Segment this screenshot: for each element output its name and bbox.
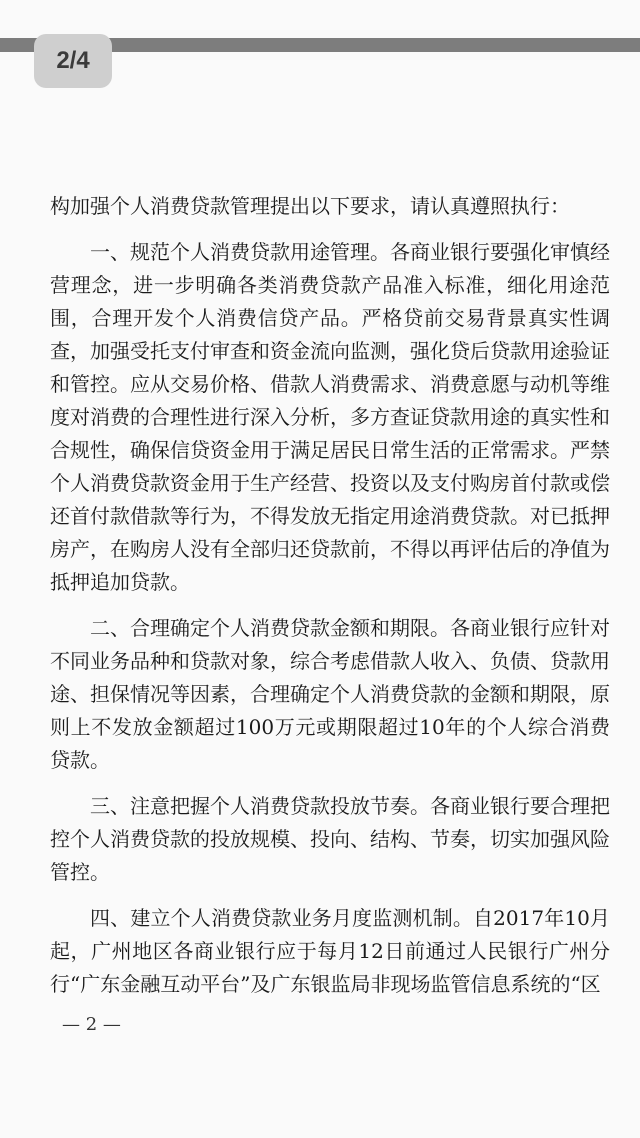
paragraph-section-4: 四、建立个人消费贷款业务月度监测机制。自2017年10月起，广州地区各商业银行应于每月12日前通过人民银行广州分行“广东金融互动平台”及广东银监局非现场监管信息系统的“区 [50, 906, 610, 996]
paragraph-section-2: 二、合理确定个人消费贷款金额和期限。各商业银行应针对不同业务品种和贷款对象，综合考虑借款人收入、负债、贷款用途、担保情况等因素，合理确定个人消费贷款的金额和期限，原则上不发放金额超过100万元或期限超过10年的个人综合消费贷款。 [50, 616, 610, 772]
paragraph-intro: 构加强个人消费贷款管理提出以下要求，请认真遵照执行： [50, 194, 570, 218]
paragraph-section-3: 三、注意把握个人消费贷款投放节奏。各商业银行要合理把控个人消费贷款的投放规模、投向、结构、节奏，切实加强风险管控。 [50, 794, 610, 884]
paragraph-section-1: 一、规范个人消费贷款用途管理。各商业银行要强化审慎经营理念，进一步明确各类消费贷款产品准入标准，细化用途范围，合理开发个人消费信贷产品。严格贷前交易背景真实性调查，加强受托支付审查和资金流向监测，强化贷后贷款用途验证和管控。应从交易价格、借款人消费需求、消费意愿与动机等维度对消费的合理性进行深入分析，多方查证贷款用途的真实性和合规性，确保信贷资金用于满足居民日常生活的正常需求。严禁个人消费贷款资金用于生产经营、投资以及支付购房首付款或偿还首付款借款等行为，不得发放无指定用途消费贷款。对已抵押房产，在购房人没有全部归还贷款前，不得以再评估后的净值为抵押追加贷款。 [50, 240, 610, 594]
page-indicator-badge: 2/4 [34, 34, 112, 88]
page-number: — 2 — [62, 1014, 121, 1035]
document-body [50, 190, 610, 1014]
